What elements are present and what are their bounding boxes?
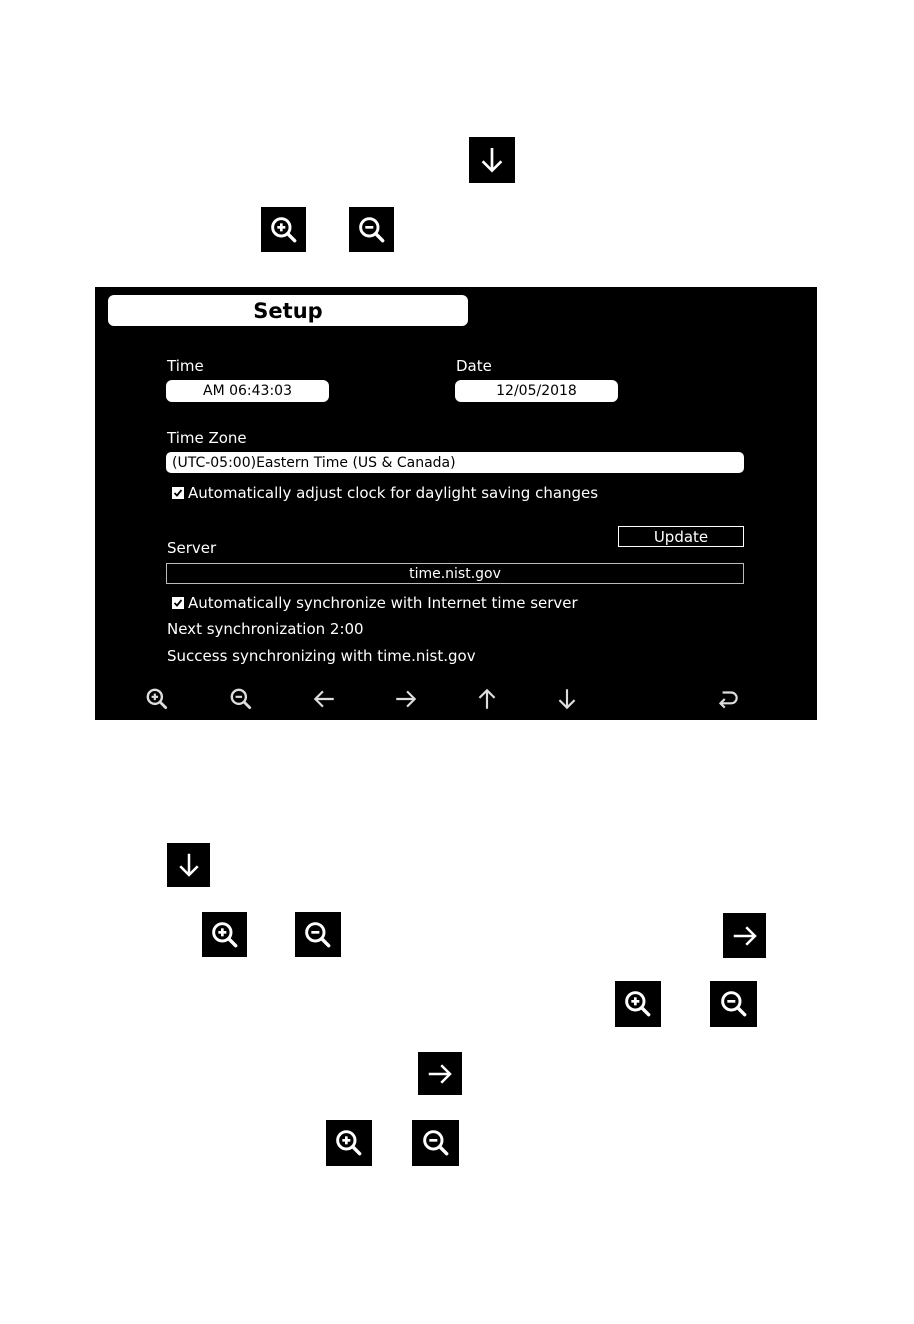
arrow-right-icon — [418, 1052, 462, 1095]
back-icon[interactable] — [715, 686, 741, 712]
time-zone-label: Time Zone — [167, 429, 247, 447]
sync-checkbox[interactable] — [172, 597, 184, 609]
dst-checkbox[interactable] — [172, 487, 184, 499]
arrow-right-icon[interactable] — [393, 686, 419, 712]
time-label: Time — [167, 357, 204, 375]
zoom-in-icon — [326, 1120, 372, 1166]
zoom-out-icon — [412, 1120, 459, 1166]
page-title: Setup — [108, 295, 468, 326]
update-button[interactable]: Update — [618, 526, 744, 547]
checkmark-icon — [173, 488, 183, 498]
dst-checkbox-label: Automatically adjust clock for daylight saving changes — [188, 484, 599, 502]
arrow-down-icon — [167, 843, 210, 887]
arrow-left-icon[interactable] — [311, 686, 337, 712]
dst-checkbox-row[interactable] — [172, 484, 598, 502]
zoom-in-icon — [615, 981, 661, 1027]
zoom-out-icon — [710, 981, 757, 1027]
server-field[interactable]: time.nist.gov — [166, 563, 744, 584]
zoom-out-icon — [295, 912, 341, 957]
sync-checkbox-label: Automatically synchronize with Internet time server — [188, 594, 578, 612]
server-label: Server — [167, 539, 217, 557]
zoom-in-icon[interactable] — [144, 686, 170, 712]
zoom-in-icon — [261, 207, 306, 252]
time-zone-select[interactable]: (UTC-05:00)Eastern Time (US & Canada) — [166, 452, 744, 473]
date-label: Date — [456, 357, 492, 375]
arrow-down-icon[interactable] — [554, 686, 580, 712]
checkmark-icon — [173, 598, 183, 608]
zoom-in-icon — [202, 912, 247, 957]
sync-status-text: Success synchronizing with time.nist.gov — [167, 647, 476, 665]
arrow-down-icon — [469, 137, 515, 183]
sync-checkbox-row[interactable] — [172, 594, 578, 612]
zoom-out-icon — [349, 207, 394, 252]
next-sync-text: Next synchronization 2:00 — [167, 620, 364, 638]
arrow-up-icon[interactable] — [474, 686, 500, 712]
time-field[interactable]: AM 06:43:03 — [166, 380, 329, 402]
zoom-out-icon[interactable] — [228, 686, 254, 712]
date-field[interactable]: 12/05/2018 — [455, 380, 618, 402]
setup-screen — [95, 287, 817, 720]
arrow-right-icon — [723, 913, 766, 958]
